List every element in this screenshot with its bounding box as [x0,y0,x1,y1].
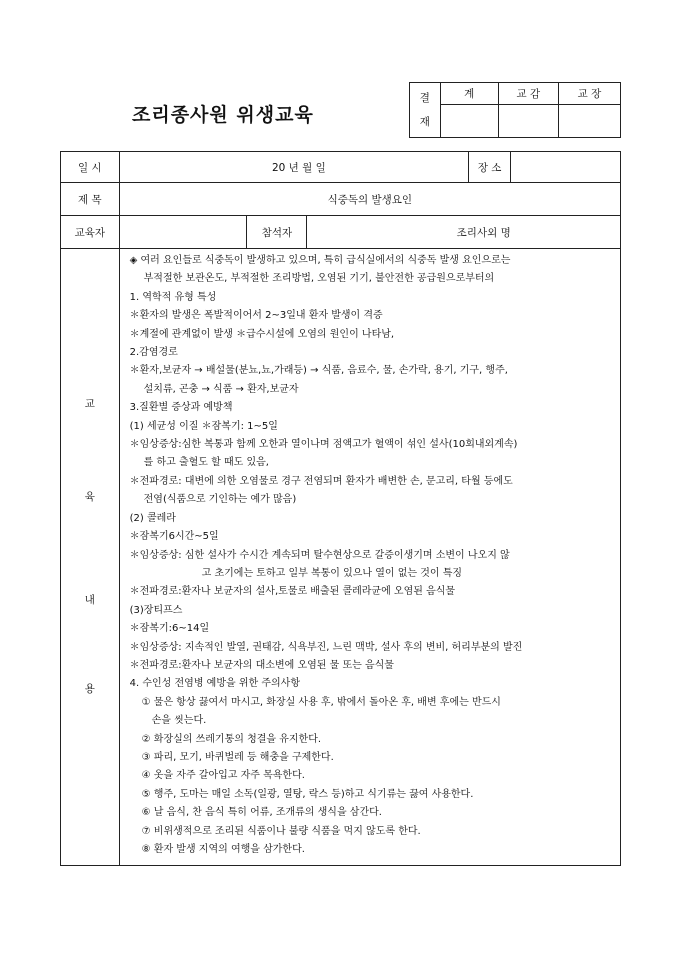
intro-line: 부적절한 보관온도, 부적절한 조리방법, 오염된 기기, 불안전한 공급원으로부터의 [143,273,495,285]
approval-sign-3[interactable] [558,105,620,138]
precaution-item: ③ 파리, 모기, 바퀴벌레 등 해충을 구제한다. [141,751,334,763]
section-heading: 1. 역학적 유형 특성 [129,291,217,303]
content-label-char: 용 [84,683,95,695]
content-line: ＊임상증상:심한 복통과 함께 오한과 열이나며 점액고가 혈액이 섞인 설사(10회내외계속) [129,439,518,451]
content-line: 고 초기에는 토하고 일부 복통이 있으나 열이 없는 것이 특징 [201,567,463,579]
content-line: ＊환자,보균자 → 배설물(분뇨,뇨,가래등) → 식품, 음료수, 물, 손가락, 용기, 기구, 행주, [129,365,508,377]
precaution-item: 손을 씻는다. [151,715,207,727]
precaution-item: ⑤ 행주, 도마는 매일 소독(일광, 열탕, 락스 등)하고 식기류는 끓여 사용한다. [141,788,474,800]
content-line: 를 하고 출혈도 할 때도 있음, [143,457,269,469]
section-heading: 4. 수인성 전염병 예방을 위한 주의사항 [129,678,300,690]
content-label-char: 내 [84,594,95,606]
approval-sign-2[interactable] [498,105,558,138]
educator-label: 교육자 [61,216,120,249]
content-line: ＊잠복기:6~14일 [129,623,210,635]
approval-header-1: 계 [440,83,498,105]
document-title: 조리종사원 위생교육 [132,104,314,126]
subsection-heading: (2) 콜레라 [129,512,176,524]
content-line: ＊임상증상: 지속적인 발열, 권태감, 식욕부진, 느린 맥박, 설사 후의 변비, 허리부분의 발진 [129,641,523,653]
content-label-char: 교 [84,398,95,410]
precaution-item: ④ 옷을 자주 갈아입고 자주 목욕한다. [141,770,305,782]
approval-label-bottom: 재 [419,116,430,128]
content-line: ＊환자의 발생은 폭발적이어서 2~3일내 환자 발생이 격증 [129,310,383,322]
subsection-heading: (3)장티프스 [129,604,183,616]
subject-value[interactable]: 식중독의 발생요인 [119,183,620,216]
attendee-value[interactable]: 조리사외 명 [307,216,621,249]
educator-value[interactable] [119,216,247,249]
approval-label-cell [410,83,441,138]
approval-sign-1[interactable] [440,105,498,138]
approval-table [409,82,621,138]
content-line: ＊계절에 관계없이 발생 ＊급수시설에 오염의 원인이 나타남, [129,328,395,340]
content-line: ＊임상증상: 심한 설사가 수시간 계속되며 탈수현상으로 갈증이생기며 소변이 나오지 않 [129,549,510,561]
date-label: 일 시 [61,152,120,183]
place-label: 장 소 [469,152,511,183]
precaution-item: ① 물은 항상 끓여서 마시고, 화장실 사용 후, 밖에서 돌아온 후, 배변 후에는 반드시 [141,696,501,708]
section-heading: 3.질환별 증상과 예방책 [129,402,233,414]
content-label [61,249,120,866]
precaution-item: ② 화장실의 쓰레기통의 청결을 유지한다. [141,733,322,745]
content-line: ＊전파경로: 대변에 의한 오염물로 경구 전염되며 환자가 배변한 손, 문고리, 타월 등에도 [129,475,513,487]
content-line: ＊전파경로:환자나 보균자의 대소변에 오염된 물 또는 음식물 [129,659,394,671]
content-line: 전염(식품으로 기인하는 예가 많음) [143,494,297,506]
content-line: 설치류, 곤충 → 식품 → 환자,보균자 [143,383,299,395]
subject-label: 제 목 [61,183,120,216]
content-label-char: 육 [84,491,95,503]
precaution-item: ⑥ 날 음식, 찬 음식 특히 어류, 조개류의 생식을 삼간다. [141,807,382,819]
education-form [60,151,621,866]
attendee-label: 참석자 [247,216,307,249]
date-value[interactable]: 20 년 월 일 [119,152,469,183]
approval-header-2: 교 감 [498,83,558,105]
content-body [119,249,620,866]
approval-header-3: 교 장 [558,83,620,105]
approval-label-top: 결 [419,92,430,104]
precaution-item: ⑧ 환자 발생 지역의 여행을 삼가한다. [141,844,305,855]
section-heading: 2.감염경로 [129,347,178,359]
content-line: ＊전파경로:환자나 보균자의 설사,토물로 배출된 콜레라균에 오염된 음식물 [129,586,456,598]
subsection-heading: (1) 세균성 이질 ＊잠복기: 1~5일 [129,420,278,432]
content-line: ＊잠복기6시간~5일 [129,531,219,543]
place-value[interactable] [511,152,621,183]
intro-line: ◈ 여러 요인들로 식중독이 발생하고 있으며, 특히 급식실에서의 식중독 발생 요인으로는 [129,255,511,266]
precaution-item: ⑦ 비위생적으로 조리된 식품이나 불량 식품을 먹지 않도록 한다. [141,825,421,837]
